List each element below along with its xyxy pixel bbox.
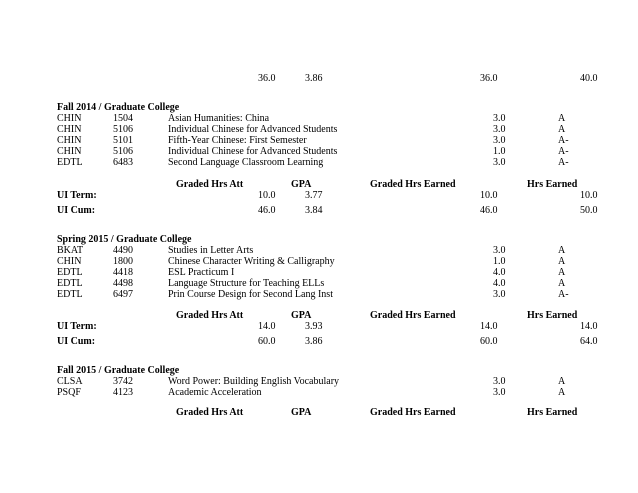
course-grade: A — [558, 124, 566, 135]
term-header: Fall 2014 / Graduate College — [57, 102, 180, 113]
course-subject: CHIN — [57, 256, 82, 267]
ui-term-hrs-earned: 10.0 — [580, 190, 598, 201]
course-grade: A- — [558, 146, 569, 157]
course-grade: A- — [558, 289, 569, 300]
summary-header-graded-hrs-earned: Graded Hrs Earned — [370, 407, 456, 418]
course-hours: 1.0 — [493, 146, 506, 157]
course-hours: 4.0 — [493, 267, 506, 278]
ui-term-label: UI Term: — [57, 321, 97, 332]
summary-header-hrs-earned: Hrs Earned — [527, 310, 578, 321]
course-subject: EDTL — [57, 289, 83, 300]
course-grade: A- — [558, 135, 569, 146]
course-grade: A — [558, 113, 566, 124]
top-gpa: 3.86 — [305, 73, 323, 84]
course-subject: CHIN — [57, 113, 82, 124]
course-number: 6497 — [113, 289, 133, 300]
course-subject: CHIN — [57, 135, 82, 146]
course-hours: 3.0 — [493, 387, 506, 398]
ui-term-label: UI Term: — [57, 190, 97, 201]
course-hours: 3.0 — [493, 376, 506, 387]
ui-cum-hrs-att: 46.0 — [258, 205, 276, 216]
course-subject: EDTL — [57, 278, 83, 289]
ui-cum-label: UI Cum: — [57, 205, 96, 216]
summary-header-hrs-earned: Hrs Earned — [527, 179, 578, 190]
course-subject: CLSA — [57, 376, 83, 387]
summary-header-gpa: GPA — [291, 407, 312, 418]
summary-header-gpa: GPA — [291, 310, 312, 321]
summary-header-graded-hrs-att: Graded Hrs Att — [176, 407, 244, 418]
course-subject: EDTL — [57, 157, 83, 168]
course-title: Prin Course Design for Second Lang Inst — [168, 289, 333, 300]
course-subject: CHIN — [57, 146, 82, 157]
course-subject: BKAT — [57, 245, 84, 256]
top-graded-earned: 36.0 — [480, 73, 498, 84]
course-number: 1800 — [113, 256, 133, 267]
course-hours: 3.0 — [493, 135, 506, 146]
ui-cum-gpa: 3.86 — [305, 336, 323, 347]
course-title: Studies in Letter Arts — [168, 245, 254, 256]
summary-header-gpa: GPA — [291, 179, 312, 190]
top-hrs-att: 36.0 — [258, 73, 276, 84]
course-hours: 3.0 — [493, 157, 506, 168]
course-hours: 3.0 — [493, 289, 506, 300]
course-number: 4418 — [113, 267, 133, 278]
course-title: ESL Practicum I — [168, 267, 235, 278]
course-grade: A — [558, 267, 566, 278]
summary-header-graded-hrs-earned: Graded Hrs Earned — [370, 179, 456, 190]
course-subject: EDTL — [57, 267, 83, 278]
course-grade: A — [558, 278, 566, 289]
course-grade: A — [558, 245, 566, 256]
ui-term-hrs-att: 10.0 — [258, 190, 276, 201]
ui-cum-graded-earned: 46.0 — [480, 205, 498, 216]
course-title: Chinese Character Writing & Calligraphy — [168, 256, 335, 267]
course-title: Fifth-Year Chinese: First Semester — [168, 135, 307, 146]
ui-cum-graded-earned: 60.0 — [480, 336, 498, 347]
term-header: Fall 2015 / Graduate College — [57, 365, 180, 376]
course-number: 4123 — [113, 387, 133, 398]
course-subject: PSQF — [57, 387, 81, 398]
course-title: Academic Acceleration — [168, 387, 262, 398]
course-number: 5106 — [113, 124, 133, 135]
course-number: 5101 — [113, 135, 133, 146]
course-hours: 4.0 — [493, 278, 506, 289]
ui-term-hrs-att: 14.0 — [258, 321, 276, 332]
course-title: Individual Chinese for Advanced Students — [168, 146, 338, 157]
ui-cum-gpa: 3.84 — [305, 205, 323, 216]
ui-term-gpa: 3.77 — [305, 190, 323, 201]
course-title: Second Language Classroom Learning — [168, 157, 324, 168]
summary-header-graded-hrs-att: Graded Hrs Att — [176, 310, 244, 321]
course-title: Word Power: Building English Vocabulary — [168, 376, 340, 387]
course-hours: 3.0 — [493, 113, 506, 124]
ui-term-hrs-earned: 14.0 — [580, 321, 598, 332]
course-number: 3742 — [113, 376, 133, 387]
course-hours: 3.0 — [493, 245, 506, 256]
ui-term-graded-earned: 10.0 — [480, 190, 498, 201]
course-title: Language Structure for Teaching ELLs — [168, 278, 325, 289]
ui-cum-hrs-earned: 64.0 — [580, 336, 598, 347]
top-hrs-earned: 40.0 — [580, 73, 598, 84]
ui-term-gpa: 3.93 — [305, 321, 323, 332]
ui-cum-label: UI Cum: — [57, 336, 96, 347]
course-subject: CHIN — [57, 124, 82, 135]
course-number: 4498 — [113, 278, 133, 289]
course-grade: A — [558, 256, 566, 267]
summary-header-hrs-earned: Hrs Earned — [527, 407, 578, 418]
course-title: Individual Chinese for Advanced Students — [168, 124, 338, 135]
course-number: 6483 — [113, 157, 133, 168]
summary-header-graded-hrs-att: Graded Hrs Att — [176, 179, 244, 190]
ui-term-graded-earned: 14.0 — [480, 321, 498, 332]
course-grade: A — [558, 376, 566, 387]
summary-header-graded-hrs-earned: Graded Hrs Earned — [370, 310, 456, 321]
course-hours: 1.0 — [493, 256, 506, 267]
ui-cum-hrs-att: 60.0 — [258, 336, 276, 347]
course-title: Asian Humanities: China — [168, 113, 270, 124]
course-grade: A — [558, 387, 566, 398]
ui-cum-hrs-earned: 50.0 — [580, 205, 598, 216]
course-hours: 3.0 — [493, 124, 506, 135]
term-header: Spring 2015 / Graduate College — [57, 234, 192, 245]
course-grade: A- — [558, 157, 569, 168]
course-number: 1504 — [113, 113, 133, 124]
course-number: 5106 — [113, 146, 133, 157]
course-number: 4490 — [113, 245, 133, 256]
